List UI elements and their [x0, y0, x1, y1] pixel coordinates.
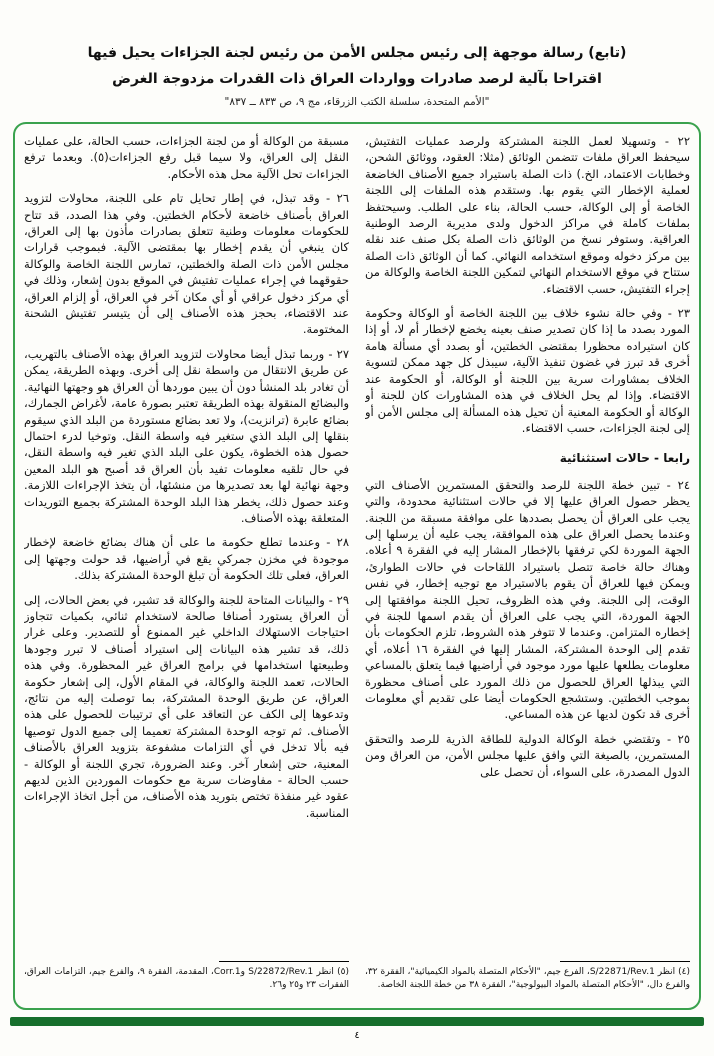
paragraph-28: ٢٨ - وعندما تطلع حكومة ما على أن هناك بضائع خاضعة لإخطار موجودة في مخزن جمركي يقع في أراضيها، قد حولت وجهتها إلى العراق، فعلى تلك الحكومة أن تبلغ الوحدة المشتركة بذلك. — [24, 535, 349, 583]
document-source-line: "الأمم المتحدة، سلسلة الكتب الزرقاء، مج ٩، ص ٨٣٣ ــ ٨٣٧" — [224, 96, 490, 108]
paragraph-25-continuation: مسبقة من الوكالة أو من لجنة الجزاءات، حسب الحالة، على عمليات النقل إلى العراق، ولا سيما قبل رفع الجزاءات(٥). وبعدما ترفع الجزاءات تحل الآلية محل هذه الأحكام. — [24, 134, 349, 181]
document-header — [0, 0, 714, 108]
paragraph-24: ٢٤ - تبين خطة اللجنة للرصد والتحقق المستمرين الأصناف التي يحظر حصول العراق عليها إلا في حالات استثنائية محدودة، والتي يجب على العراق أن يحصل بصددها على موافقة مسبقة من اللجنة. وعندما يحصل العراق على هذه الموافقة، يجب عليه أن يرسلها إلى الجهة الموردة لكي ترفقها بالإخطار المشار إليه في الفقرة ٩ أعلاه. وهناك حالة خاصة تتصل باستيراد اللقاحات في حالات الطوارئ، ويمكن فيها للعراق أن يقوم بالاستيراد مع توجيه إخطار، في نفس الوقت، إلى اللجنة. وفي هذه الظروف، تحيل اللجنة موافقتها إلى الجهة الموردة، التي يجب على العراق أن يقدم اسمها للجنة في إخطاره المتزامن. وعندما لا تتوفر هذه الشروط، تلزم الحكومات بأن تقدم إلى الوحدة المشتركة، المشار إليها في الفقرة ١٦ أعلاه، أي معلومات يطلعها عليها مورد موجود في أراضيها فيما يتعلق بالمساعي التي يبذلها العراق للحصول من ذلك المورد على أصناف محظورة بموجب الخطتين. وستشجع الحكومات أيضا على تقديم أي معلومات أخرى قد تكون لديها عن هذه المساعي. — [365, 477, 690, 722]
footnote-block-right — [365, 957, 690, 999]
paragraph-23: ٢٣ - وفي حالة نشوء خلاف بين اللجنة الخاصة أو الوكالة وحكومة المورد بصدد ما إذا كان تصدير صنف بعينه يخضع لإخطار أم لا، أو إذا كان استيراده محظورا بمقتضى الخطتين، أو بصدد أي مسألة هامة أخرى قد تبرز في غضون تنفيذ الآلية، سيبذل كل جهد ممكن لتسوية الخلاف بمشاورات سرية بين اللجنة أو الوكالة، أو الحكومة عند الاقتضاء. وإذا لم يحل الخلاف في هذه المشاورات كان للجنة أو الوكالة أو الحكومة المعنية أن تحيل هذه المسألة إلى مجلس الأمن أو إلى لجنة الجزاءات، حسب الاقتضاء. — [365, 306, 690, 435]
paragraph-25: ٢٥ - وتقتضي خطة الوكالة الدولية للطاقة الذرية للرصد والتحقق المستمرين، بالصيغة التي وافق عليها مجلس الأمن، من العراق ومن الدول المصدرة، على السواء، أن تحصل على — [365, 731, 690, 779]
document-title-line2: اقتراحا بآلية لرصد صادرات وواردات العراق ذات القدرات مزدوجة الغرض — [112, 71, 602, 87]
paragraph-22: ٢٢ - وتسهيلا لعمل اللجنة المشتركة ولرصد عمليات التفتيش، سيحفظ العراق ملفات تتضمن الوثائق (مثلا: العقود، ووثائق الشحن، وخطابات الاعتماد، الخ.) ذات الصلة باستيراد جميع الأصناف الخاضعة لعملية الإخطار التي يقوم بها. وستقدم هذه الملفات إلى اللجنة الخاصة أو إلى الوكالة، حسب الحالة، بناء على الطلب. وسيحتفظ بملفات كاملة في مراكز الدخول ولدى مديرية الرصد الوطنية العراقية. وستوفر نسخ من الوثائق ذات الصلة بكل صنف عند نقله بين مركز دخوله وموقع استخدامه النهائي. كما أن الوثائق ذات الصلة ستتاح في موقع الاستخدام النهائي لتمكين اللجنة الخاصة والوكالة من إجراء التفتيش، حسب الاقتضاء. — [365, 134, 690, 296]
footnote-block-left — [24, 957, 349, 999]
footer-green-bar — [10, 1017, 704, 1026]
left-column — [24, 133, 349, 999]
footnote-5: (٥) انظر S/22872/Rev.1 وCorr.1، المقدمة، الفقرة ٩، والفرع جيم، التزامات العراق، الفقرات ٢٣ و٢٥ و٢٦. — [24, 967, 349, 990]
footnote-separator-right — [560, 961, 690, 962]
footnote-4: (٤) انظر S/22871/Rev.1، الفرع جيم، "الأحكام المتصلة بالمواد الكيميائية"، الفقرة ٣٢، والفرع دال، "الأحكام المتصلة بالمواد البيولوجية"، الفقرة ٣٨ من خطة اللجنة الخاصة. — [365, 967, 690, 990]
page-number: ٤ — [354, 1030, 360, 1041]
paragraph-26: ٢٦ - وقد تبذل، في إطار تحايل تام على اللجنة، محاولات لتزويد العراق بأصناف خاضعة لأحكام الخطتين. وفي هذا الصدد، قد تتاح للحكومات معلومات وطنية تتعلق بصادرات مأذون بها إلى العراق، كان ينبغي أن يقدم إخطار بها بمقتضى الآلية. فبموجب قرارات مجلس الأمن ذات الصلة والخطتين، تمارس اللجنة الخاصة والوكالة حقوقهما في إجراء عمليات تفتيش في الموقع بدون إشعار، وذلك في أي مركز دخول عراقي أو أي مكان آخر في العراق، أو إلزام العراق، عند الاقتضاء، بحجز هذه الأصناف إلى أن يتيسر تفتيش الشحنة المختومة. — [24, 191, 349, 337]
paragraph-27: ٢٧ - وربما تبذل أيضا محاولات لتزويد العراق بهذه الأصناف بالتهريب، عن طريق الانتقال من واسطة نقل إلى أخرى. وبهذه الطريقة، يمكن أن تغادر بلد المنشأ دون أن يبين موردها أن العراق هو وجهتها النهائية. والبضائع المنقولة بهذه الطريقة تعتبر بصورة عامة، لأغراض الجمارك، بضائع عابرة (ترانزيت)، ولا تعد بضائع مستوردة من البلد الذي سيقوم بنقلها إلى البلد الذي ستغير فيه واسطة النقل. وتوخيا لدرء احتمال حصول هذه الخطوة، يكون على البلد الذي تغير فيه واسطة النقل، في حال تلقيه معلومات تفيد بأن العراق قد أصبح هو البلد المعين وجهة نهائية لها بعد تصديرها من منشئها، أن يتخذ الإجراءات اللازمة. وعند حصول ذلك، يخطر هذا البلد الوحدة المشتركة بجميع التوريدات المتعلقة بهذه الأصناف. — [24, 346, 349, 525]
page-footer — [0, 1017, 714, 1041]
section-heading-exceptional-cases: رابعا - حالات استثنائية — [559, 451, 690, 466]
right-column — [365, 133, 690, 999]
paragraph-29: ٢٩ - والبيانات المتاحة للجنة والوكالة قد تشير، في بعض الحالات، إلى أن العراق يستورد أصنافا صالحة لاستخدام ثنائي، بكميات تتجاوز احتياجات الاستهلاك الداخلي غير الممنوع أو للتصدير. وعلى غرار ذلك، قد تشير هذه البيانات إلى استيراد أصناف لا تبرر وجودها وطبيعتها استخدامها في برامج العراق غير المحظورة. وفي هذه الحالات، تعمد اللجنة والوكالة، في المقام الأول، إلى إشعار حكومة العراق، عن طريق الوحدة المشتركة، بما توصلت إليه من نتائج، وتدعوها إلى الكف عن التعاقد على أي ترتيبات للحصول على هذه الأصناف. ثم توجه الوحدة المشتركة تعميما إلى جميع الدول توصيها فيه بألا تدخل في أي التزامات مشفوعة بتزويد العراق بالأصناف المعنية، حتى إشعار آخر. وعند الضرورة، تجري اللجنة أو الوكالة - حسب الحالة - مفاوضات سرية مع حكومات الموردين الذين لديهم عقود غير منفذة تختص بتوريد هذه الأصناف، من أجل اتخاذ الإجراءات المناسبة. — [24, 592, 349, 820]
content-border-frame — [13, 122, 701, 1010]
two-column-layout — [24, 133, 690, 999]
footnote-separator-left — [219, 961, 349, 962]
document-title-line1: (تابع) رسالة موجهة إلى رئيس مجلس الأمن من رئيس لجنة الجزاءات يحيل فيها — [87, 45, 627, 61]
